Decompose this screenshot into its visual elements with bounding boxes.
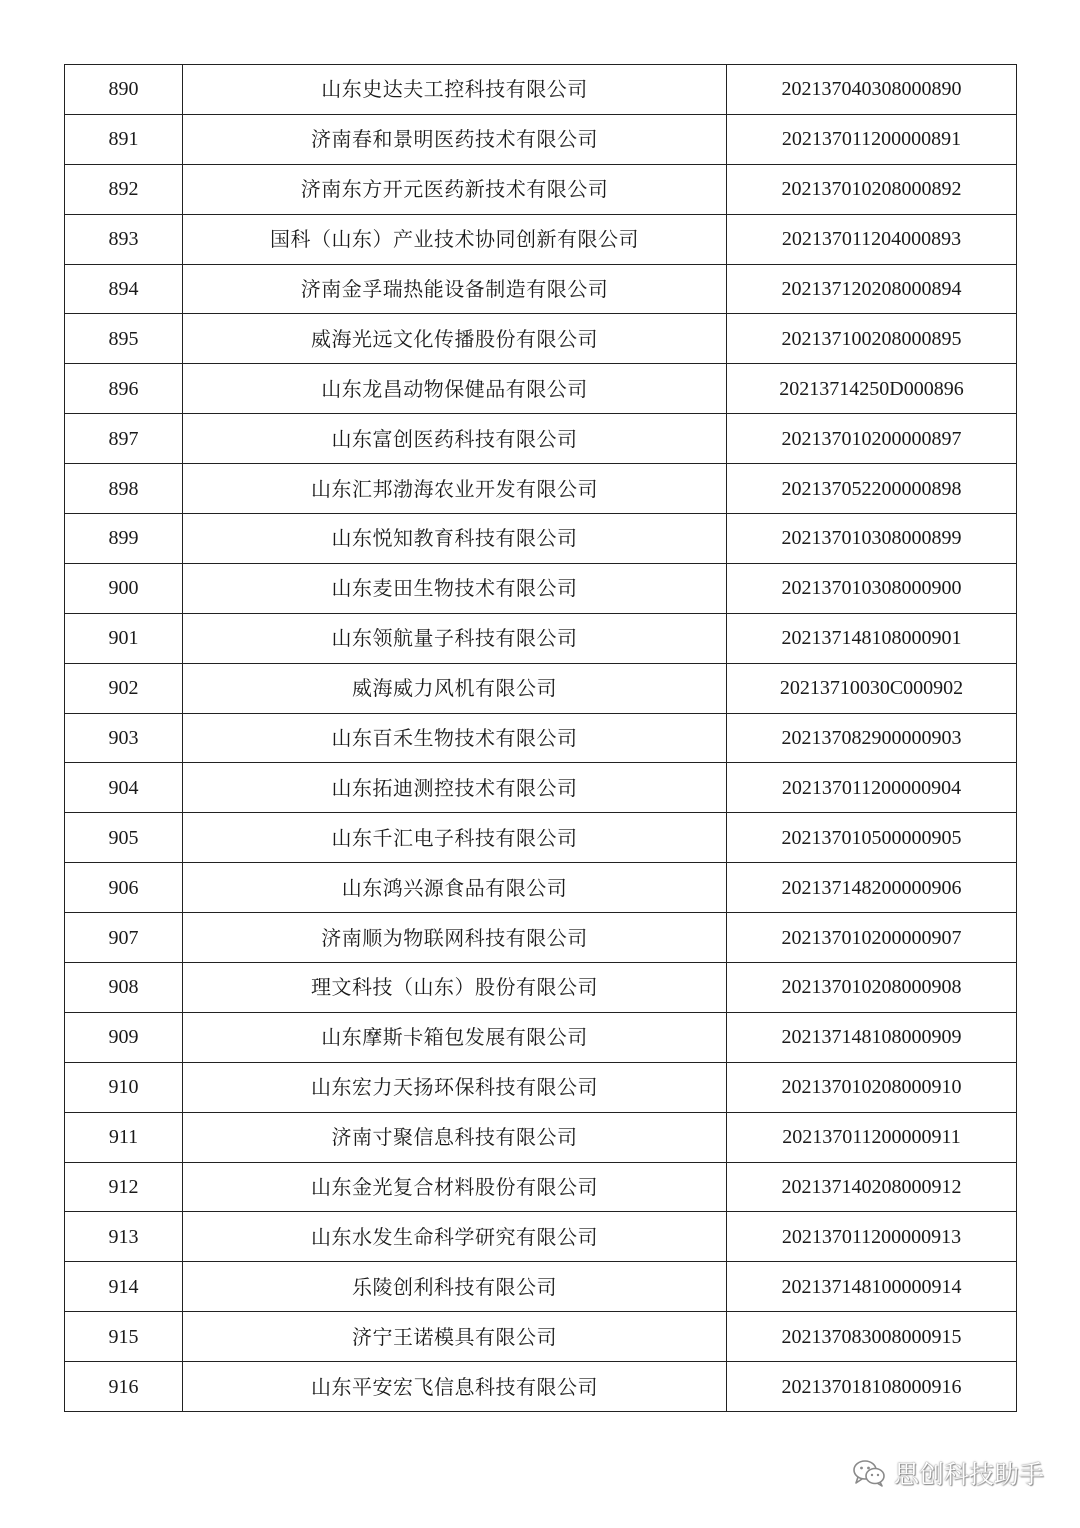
row-number: 916 — [65, 1362, 183, 1412]
registration-code: 202137082900000903 — [727, 713, 1017, 763]
row-number: 908 — [65, 963, 183, 1013]
row-number: 893 — [65, 214, 183, 264]
row-number: 895 — [65, 314, 183, 364]
row-number: 913 — [65, 1212, 183, 1262]
row-number: 892 — [65, 164, 183, 214]
row-number: 907 — [65, 913, 183, 963]
company-name: 山东摩斯卡箱包发展有限公司 — [183, 1012, 727, 1062]
company-name: 山东龙昌动物保健品有限公司 — [183, 364, 727, 414]
company-name: 济南顺为物联网科技有限公司 — [183, 913, 727, 963]
registration-code: 202137011200000913 — [727, 1212, 1017, 1262]
row-number: 909 — [65, 1012, 183, 1062]
table-row — [65, 214, 1017, 264]
table-row — [65, 663, 1017, 713]
registration-code: 202137018108000916 — [727, 1362, 1017, 1412]
company-name: 山东金光复合材料股份有限公司 — [183, 1162, 727, 1212]
company-name: 山东水发生命科学研究有限公司 — [183, 1212, 727, 1262]
registration-code: 202137010500000905 — [727, 813, 1017, 863]
account-watermark — [852, 1458, 1044, 1488]
registration-code: 202137148100000914 — [727, 1262, 1017, 1312]
row-number: 894 — [65, 264, 183, 314]
registration-code: 20213714250D000896 — [727, 364, 1017, 414]
row-number: 912 — [65, 1162, 183, 1212]
company-name: 济南金孚瑞热能设备制造有限公司 — [183, 264, 727, 314]
row-number: 904 — [65, 763, 183, 813]
registration-code: 202137010208000908 — [727, 963, 1017, 1013]
table-row — [65, 164, 1017, 214]
registration-code: 202137148108000909 — [727, 1012, 1017, 1062]
registration-code: 202137148200000906 — [727, 863, 1017, 913]
table-row — [65, 1062, 1017, 1112]
registration-code: 202137040308000890 — [727, 65, 1017, 115]
row-number: 903 — [65, 713, 183, 763]
table-row — [65, 65, 1017, 115]
company-name: 济南寸聚信息科技有限公司 — [183, 1112, 727, 1162]
row-number: 898 — [65, 464, 183, 514]
row-number: 891 — [65, 114, 183, 164]
table-row — [65, 713, 1017, 763]
table-row — [65, 1362, 1017, 1412]
row-number: 900 — [65, 563, 183, 613]
company-name: 山东平安宏飞信息科技有限公司 — [183, 1362, 727, 1412]
company-name: 山东领航量子科技有限公司 — [183, 613, 727, 663]
company-name: 山东百禾生物技术有限公司 — [183, 713, 727, 763]
registration-code: 20213710030C000902 — [727, 663, 1017, 713]
company-name: 国科（山东）产业技术协同创新有限公司 — [183, 214, 727, 264]
registration-code: 202137010208000910 — [727, 1062, 1017, 1112]
table-row — [65, 963, 1017, 1013]
registration-code: 202137010200000897 — [727, 414, 1017, 464]
table-row — [65, 314, 1017, 364]
table-row — [65, 414, 1017, 464]
registration-code: 202137010308000900 — [727, 563, 1017, 613]
registration-code: 202137011200000904 — [727, 763, 1017, 813]
table-row — [65, 1262, 1017, 1312]
table-row — [65, 1312, 1017, 1362]
company-name: 山东麦田生物技术有限公司 — [183, 563, 727, 613]
company-name: 山东鸿兴源食品有限公司 — [183, 863, 727, 913]
row-number: 897 — [65, 414, 183, 464]
row-number: 901 — [65, 613, 183, 663]
row-number: 905 — [65, 813, 183, 863]
table-row — [65, 1162, 1017, 1212]
registration-code: 202137011204000893 — [727, 214, 1017, 264]
registration-code: 202137011200000891 — [727, 114, 1017, 164]
table-row — [65, 464, 1017, 514]
company-name: 济南东方开元医药新技术有限公司 — [183, 164, 727, 214]
enterprise-registry-table — [64, 64, 1017, 1412]
registration-code: 202137052200000898 — [727, 464, 1017, 514]
row-number: 890 — [65, 65, 183, 115]
company-name: 山东拓迪测控技术有限公司 — [183, 763, 727, 813]
row-number: 899 — [65, 514, 183, 564]
table-row — [65, 1112, 1017, 1162]
watermark-label: 思创科技助手 — [893, 1460, 1044, 1489]
table-row — [65, 813, 1017, 863]
registration-code: 202137011200000911 — [727, 1112, 1017, 1162]
table-row — [65, 114, 1017, 164]
company-name: 山东宏力天扬环保科技有限公司 — [183, 1062, 727, 1112]
row-number: 902 — [65, 663, 183, 713]
registration-code: 202137140208000912 — [727, 1162, 1017, 1212]
company-name: 威海威力风机有限公司 — [183, 663, 727, 713]
table-row — [65, 1012, 1017, 1062]
table-row — [65, 763, 1017, 813]
table-row — [65, 563, 1017, 613]
registration-code: 202137010308000899 — [727, 514, 1017, 564]
table-row — [65, 863, 1017, 913]
company-name: 威海光远文化传播股份有限公司 — [183, 314, 727, 364]
row-number: 910 — [65, 1062, 183, 1112]
company-name: 理文科技（山东）股份有限公司 — [183, 963, 727, 1013]
row-number: 915 — [65, 1312, 183, 1362]
company-name: 山东悦知教育科技有限公司 — [183, 514, 727, 564]
company-name: 济南春和景明医药技术有限公司 — [183, 114, 727, 164]
registration-code: 202137100208000895 — [727, 314, 1017, 364]
registry-table-body — [65, 65, 1017, 1412]
row-number: 914 — [65, 1262, 183, 1312]
company-name: 山东汇邦渤海农业开发有限公司 — [183, 464, 727, 514]
company-name: 山东史达夫工控科技有限公司 — [183, 65, 727, 115]
company-name: 济宁王诺模具有限公司 — [183, 1312, 727, 1362]
row-number: 896 — [65, 364, 183, 414]
row-number: 906 — [65, 863, 183, 913]
table-row — [65, 364, 1017, 414]
wechat-icon — [852, 1458, 886, 1488]
company-name: 山东千汇电子科技有限公司 — [183, 813, 727, 863]
registration-code: 202137148108000901 — [727, 613, 1017, 663]
table-row — [65, 514, 1017, 564]
table-row — [65, 1212, 1017, 1262]
company-name: 乐陵创利科技有限公司 — [183, 1262, 727, 1312]
row-number: 911 — [65, 1112, 183, 1162]
registration-code: 202137120208000894 — [727, 264, 1017, 314]
table-row — [65, 613, 1017, 663]
registration-code: 202137010208000892 — [727, 164, 1017, 214]
table-row — [65, 913, 1017, 963]
company-name: 山东富创医药科技有限公司 — [183, 414, 727, 464]
registration-code: 202137010200000907 — [727, 913, 1017, 963]
registration-code: 202137083008000915 — [727, 1312, 1017, 1362]
table-row — [65, 264, 1017, 314]
